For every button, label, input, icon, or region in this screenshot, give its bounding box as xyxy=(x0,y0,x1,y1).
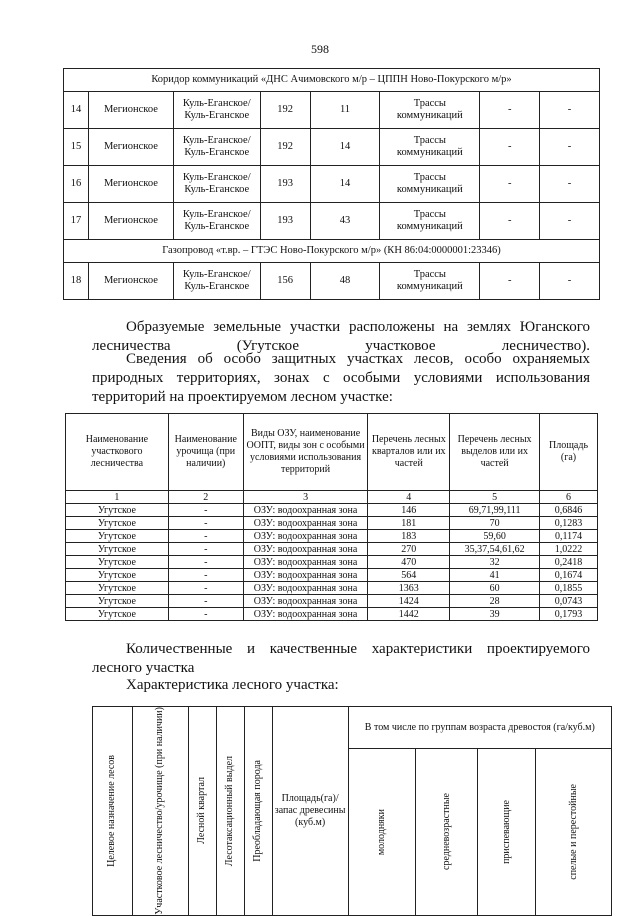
header-cell: Лесотаксационный выдел xyxy=(216,707,244,916)
table-cell: 60 xyxy=(450,582,540,595)
table-cell: Трассы коммуникаций xyxy=(380,166,480,203)
table-cell: ОЗУ: водоохранная зона xyxy=(243,517,368,530)
header-cell: Лесной квартал xyxy=(188,707,216,916)
header-cell: Преобладающая порода xyxy=(244,707,272,916)
table-cell: 39 xyxy=(450,608,540,621)
table-cell: 59,60 xyxy=(450,530,540,543)
table-cell: 32 xyxy=(450,556,540,569)
header-cell: Участковое лесничество/урочище (при наличии) xyxy=(132,707,188,916)
table-cell: 15 xyxy=(64,129,89,166)
table-cell: 270 xyxy=(368,543,450,556)
header-cell: средневозрастные xyxy=(416,749,478,916)
table-cell: 0,1793 xyxy=(540,608,598,621)
table-cell: 0,1855 xyxy=(540,582,598,595)
table-cell: 0,2418 xyxy=(540,556,598,569)
header-cell: Наименование урочища (при наличии) xyxy=(168,414,243,491)
table-cell: 14 xyxy=(310,129,380,166)
table-cell: 564 xyxy=(368,569,450,582)
table-cell: 14 xyxy=(310,166,380,203)
table-cell: 1363 xyxy=(368,582,450,595)
header-cell: приспевающие xyxy=(478,749,536,916)
header-cell: Наименование участкового лесничества xyxy=(66,414,169,491)
table-cell: - xyxy=(168,582,243,595)
table-cell: Угутское xyxy=(66,556,169,569)
table-row xyxy=(64,263,600,300)
table-cell: - xyxy=(168,556,243,569)
forest-characteristics-table xyxy=(92,706,612,916)
column-number: 5 xyxy=(450,491,540,504)
table-cell: 0,1174 xyxy=(540,530,598,543)
table-cell: ОЗУ: водоохранная зона xyxy=(243,608,368,621)
header-cell: Виды ОЗУ, наименование ООПТ, виды зон с особыми условиями использования территорий xyxy=(243,414,368,491)
column-number: 3 xyxy=(243,491,368,504)
table-cell: Угутское xyxy=(66,608,169,621)
table-cell: 192 xyxy=(260,129,310,166)
table-cell: 193 xyxy=(260,203,310,240)
table-cell: - xyxy=(540,166,600,203)
table-cell: 470 xyxy=(368,556,450,569)
table-cell: - xyxy=(168,517,243,530)
table-row xyxy=(64,92,600,129)
table-cell: 181 xyxy=(368,517,450,530)
table-row xyxy=(66,517,598,530)
table-cell: 18 xyxy=(64,263,89,300)
paragraph: Количественные и качественные характеристики проектируемого лесного участка xyxy=(92,641,590,676)
table-cell: - xyxy=(168,543,243,556)
table-cell: Мегионское xyxy=(88,92,173,129)
section-title: Коридор коммуникаций «ДНС Ачимовского м/р – ЦППН Ново-Покурского м/р» xyxy=(64,69,600,92)
table-cell: - xyxy=(480,166,540,203)
table-cell: 156 xyxy=(260,263,310,300)
column-number: 1 xyxy=(66,491,169,504)
table-cell: 183 xyxy=(368,530,450,543)
paragraph: Сведения об особо защитных участках лесов, особо охраняемых природных территориях, зонах с особыми условиями использования территорий на проектируемом лесном участке: xyxy=(92,351,590,405)
table-cell: ОЗУ: водоохранная зона xyxy=(243,595,368,608)
column-number: 4 xyxy=(368,491,450,504)
table-row xyxy=(66,543,598,556)
table-cell: Мегионское xyxy=(88,203,173,240)
table-cell: Мегионское xyxy=(88,166,173,203)
table-cell: Угутское xyxy=(66,543,169,556)
table-cell: Куль-Еганское/ Куль-Еганское xyxy=(173,166,260,203)
table-cell: 35,37,54,61,62 xyxy=(450,543,540,556)
header-cell: Целевое назначение лесов xyxy=(93,707,133,916)
table-cell: 1424 xyxy=(368,595,450,608)
section-title: Газопровод «т.вр. – ГТЭС Ново-Покурского м/р» (КН 86:04:0000001:23346) xyxy=(64,240,600,263)
table-cell: 70 xyxy=(450,517,540,530)
header-cell: Площадь(га)/ запас древесины (куб.м) xyxy=(272,707,348,916)
table-cell: - xyxy=(480,129,540,166)
paragraph: Характеристика лесного участка: xyxy=(126,677,339,693)
table-cell: - xyxy=(168,608,243,621)
table-cell: Угутское xyxy=(66,517,169,530)
paragraph: Образуемые земельные участки расположены на землях Юганского лесничества (Угутское участковое лесничество). xyxy=(92,319,590,354)
table-cell: - xyxy=(168,569,243,582)
table-row xyxy=(66,530,598,543)
table-cell: - xyxy=(540,203,600,240)
table-row xyxy=(66,504,598,517)
table-cell: Угутское xyxy=(66,582,169,595)
table-row xyxy=(64,129,600,166)
table-cell: Угутское xyxy=(66,504,169,517)
table-cell: 0,1674 xyxy=(540,569,598,582)
table-cell: Куль-Еганское/ Куль-Еганское xyxy=(173,92,260,129)
table-cell: Мегионское xyxy=(88,263,173,300)
table-cell: - xyxy=(540,263,600,300)
column-number: 2 xyxy=(168,491,243,504)
table-cell: 11 xyxy=(310,92,380,129)
table-cell: 1,0222 xyxy=(540,543,598,556)
table-cell: ОЗУ: водоохранная зона xyxy=(243,530,368,543)
table-cell: 28 xyxy=(450,595,540,608)
table-cell: - xyxy=(168,530,243,543)
table-cell: 48 xyxy=(310,263,380,300)
table-cell: 0,0743 xyxy=(540,595,598,608)
table-cell: Трассы коммуникаций xyxy=(380,129,480,166)
table-cell: - xyxy=(540,129,600,166)
table-cell: 193 xyxy=(260,166,310,203)
table-row xyxy=(66,569,598,582)
table-cell: - xyxy=(480,203,540,240)
table-cell: 1442 xyxy=(368,608,450,621)
table-cell: 43 xyxy=(310,203,380,240)
header-cell: Площадь (га) xyxy=(540,414,598,491)
table-row xyxy=(66,595,598,608)
table-row xyxy=(66,608,598,621)
column-number: 6 xyxy=(540,491,598,504)
table-cell: 41 xyxy=(450,569,540,582)
table-cell: ОЗУ: водоохранная зона xyxy=(243,556,368,569)
header-cell: Перечень лесных выделов или их частей xyxy=(450,414,540,491)
table-row xyxy=(66,556,598,569)
table-cell: ОЗУ: водоохранная зона xyxy=(243,543,368,556)
header-cell: В том числе по группам возраста древостоя (га/куб.м) xyxy=(348,707,611,749)
table-cell: 69,71,99,111 xyxy=(450,504,540,517)
table-cell: - xyxy=(480,92,540,129)
table-cell: Куль-Еганское/ Куль-Еганское xyxy=(173,263,260,300)
header-cell: молодняки xyxy=(348,749,416,916)
table-row xyxy=(64,203,600,240)
table-cell: 14 xyxy=(64,92,89,129)
table-row xyxy=(66,582,598,595)
communications-table xyxy=(63,68,600,300)
table-cell: 0,1283 xyxy=(540,517,598,530)
page-number: 598 xyxy=(311,42,329,56)
table-cell: ОЗУ: водоохранная зона xyxy=(243,504,368,517)
table-cell: Трассы коммуникаций xyxy=(380,203,480,240)
table-cell: Угутское xyxy=(66,530,169,543)
protected-areas-table xyxy=(65,413,598,621)
table-cell: ОЗУ: водоохранная зона xyxy=(243,582,368,595)
table-cell: Куль-Еганское/ Куль-Еганское xyxy=(173,203,260,240)
table-cell: Угутское xyxy=(66,569,169,582)
header-cell: Перечень лесных кварталов или их частей xyxy=(368,414,450,491)
table-cell: Куль-Еганское/ Куль-Еганское xyxy=(173,129,260,166)
table-cell: - xyxy=(168,595,243,608)
table-cell: Трассы коммуникаций xyxy=(380,263,480,300)
header-cell: спелые и перестойные xyxy=(536,749,612,916)
table-cell: 0,6846 xyxy=(540,504,598,517)
table-cell: 17 xyxy=(64,203,89,240)
table-cell: - xyxy=(540,92,600,129)
table-cell: Угутское xyxy=(66,595,169,608)
table-cell: Трассы коммуникаций xyxy=(380,92,480,129)
table-cell: 16 xyxy=(64,166,89,203)
table-cell: Мегионское xyxy=(88,129,173,166)
table-cell: - xyxy=(480,263,540,300)
table-row xyxy=(64,166,600,203)
table-cell: 192 xyxy=(260,92,310,129)
table-cell: 146 xyxy=(368,504,450,517)
table-cell: - xyxy=(168,504,243,517)
table-cell: ОЗУ: водоохранная зона xyxy=(243,569,368,582)
